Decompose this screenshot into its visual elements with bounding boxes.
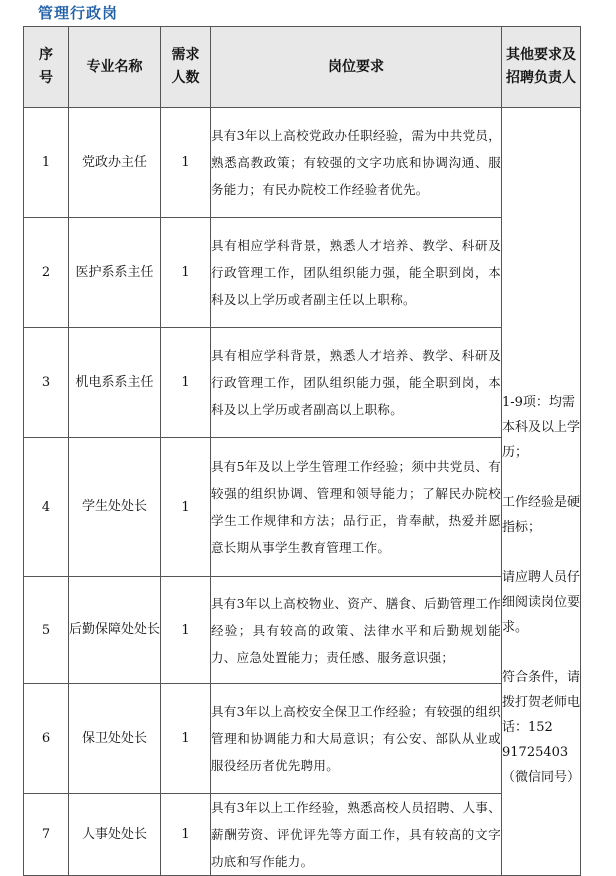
row-no: 1 [24, 108, 69, 218]
row-requirements: 具有相应学科背景，熟悉人才培养、教学、科研及行政管理工作，团队组织能力强，能全职到岗，本科及以上学历或者副高以上职称。 [211, 328, 502, 438]
row-count: 1 [161, 328, 211, 438]
table-row [24, 108, 581, 218]
table-row [24, 218, 581, 328]
header-name: 专业名称 [69, 27, 161, 108]
row-no: 5 [24, 577, 69, 684]
table-row [24, 328, 581, 438]
header-other: 其他要求及招聘负责人 [502, 27, 581, 108]
other-requirements-cell [502, 108, 581, 876]
row-name: 医护系系主任 [69, 218, 161, 328]
row-name: 机电系系主任 [69, 328, 161, 438]
row-no: 6 [24, 684, 69, 794]
header-requirements: 岗位要求 [211, 27, 502, 108]
other-read-notice: 请应聘人员仔细阅读岗位要求。 [502, 570, 581, 635]
header-count: 需求人数 [161, 27, 211, 108]
row-no: 2 [24, 218, 69, 328]
row-no: 7 [24, 794, 69, 876]
other-education: 1-9项：均需本科及以上学历； [502, 395, 581, 460]
row-requirements: 具有3年以上高校物业、资产、膳食、后勤管理工作经验；具有较高的政策、法律水平和后勤规划能力、应急处置能力；责任感、服务意识强； [211, 577, 502, 684]
section-title: 管理行政岗 [38, 4, 119, 22]
row-requirements: 具有3年以上高校安全保卫工作经验；有较强的组织管理和协调能力和大局意识；有公安、部队从业或服役经历者优先聘用。 [211, 684, 502, 794]
other-experience: 工作经验是硬指标； [502, 495, 581, 535]
table-row [24, 438, 581, 577]
header-no: 序号 [24, 27, 69, 108]
row-requirements: 具有3年以上工作经验，熟悉高校人员招聘、人事、薪酬劳资、评优评先等方面工作，具有较高的文字功底和写作能力。 [211, 794, 502, 876]
table-header-row [24, 27, 581, 108]
row-count: 1 [161, 108, 211, 218]
row-count: 1 [161, 218, 211, 328]
row-name: 学生处处长 [69, 438, 161, 577]
table-row [24, 794, 581, 876]
table-row [24, 577, 581, 684]
row-no: 3 [24, 328, 69, 438]
positions-table [23, 26, 581, 876]
row-name: 后勤保障处处长 [69, 577, 161, 684]
row-requirements: 具有相应学科背景，熟悉人才培养、教学、科研及行政管理工作，团队组织能力强，能全职到岗，本科及以上学历或者副主任以上职称。 [211, 218, 502, 328]
row-count: 1 [161, 577, 211, 684]
row-no: 4 [24, 438, 69, 577]
row-requirements: 具有5年及以上学生管理工作经验；须中共党员、有较强的组织协调、管理和领导能力；了解民办院校学生工作规律和方法；品行正，肯奉献，热爱并愿意长期从事学生教育管理工作。 [211, 438, 502, 577]
other-contact: 符合条件，请拨打贺老师电话：152 91725403（微信同号） [502, 670, 581, 785]
row-name: 人事处处长 [69, 794, 161, 876]
table-row [24, 684, 581, 794]
row-name: 党政办主任 [69, 108, 161, 218]
row-count: 1 [161, 794, 211, 876]
row-name: 保卫处处长 [69, 684, 161, 794]
row-requirements: 具有3年以上高校党政办任职经验，需为中共党员，熟悉高教政策；有较强的文字功底和协调沟通、服务能力；有民办院校工作经验者优先。 [211, 108, 502, 218]
row-count: 1 [161, 684, 211, 794]
row-count: 1 [161, 438, 211, 577]
